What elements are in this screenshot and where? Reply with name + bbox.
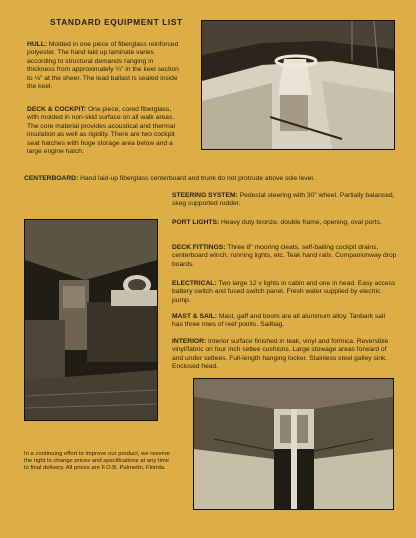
hull-section: [27, 41, 182, 91]
steering-text: Pedestal steering with 30" wheel. Partially balanced, skeg supported rudder.: [172, 192, 395, 208]
deck-fittings-heading: DECK FITTINGS:: [172, 244, 226, 251]
port-lights-section: [172, 219, 397, 227]
mast-sail-text: Mast, gaff and boom are all aluminum alloy. Tanbark sail has three rows of reef points. Sailbag.: [172, 313, 385, 329]
deck-cockpit-section: [27, 106, 182, 156]
centerboard-heading: CENTERBOARD:: [24, 175, 79, 182]
hull-heading: HULL:: [27, 41, 48, 48]
deck-fittings-text: Three 8" mooring cleats, self-bailing cockpit drains, centerboard winch, running lights, etc. Teak hand rails. Companionway drop boards.: [172, 244, 397, 268]
steering-heading: STEERING SYSTEM:: [172, 192, 238, 199]
forward-cabin-photo: [193, 378, 394, 510]
deck-cockpit-text: One piece, cored fiberglass, with molded in non-skid surface on all walk areas. The core material provides acoustical and thermal insulation as well as rigidity. There are two cockpit seat hatches with huge storage area below and a large engine hatch.: [27, 106, 175, 156]
page-title: STANDARD EQUIPMENT LIST: [50, 17, 183, 27]
electrical-text: Two large 12 v lights in cabin and one in head. Easy access battery switch and fused switch panel. Fresh water supplied by electric pump.: [172, 280, 396, 304]
cabin-interior-photo-image: [25, 220, 157, 420]
interior-text: Interior surface finished in teak, vinyl and formica. Reversible vinyl/fabric on four inch settee cushions. Large stowage areas forward of and under settees. Full-length hanging locker. Stainless steel galley sink. Enclosed head.: [172, 338, 389, 371]
interior-heading: INTERIOR:: [172, 338, 207, 345]
electrical-section: [172, 280, 397, 305]
port-lights-heading: PORT LIGHTS:: [172, 219, 220, 226]
centerboard-section: [24, 175, 394, 183]
port-lights-text: Heavy duty bronze, double frame, opening, oval ports.: [221, 219, 382, 226]
interior-section: [172, 338, 397, 372]
forward-cabin-photo-image: [194, 379, 393, 509]
steering-section: [172, 192, 397, 209]
mast-sail-heading: MAST & SAIL:: [172, 313, 217, 320]
hull-text: Molded in one piece of fiberglass reinforced polyester. The hand laid up laminate varies according to structural demands ranging in thickness from approximately ¼" in the keel section to ⅛" at the sheer. The lead ballast is sealed inside the keel.: [27, 41, 179, 91]
electrical-heading: ELECTRICAL:: [172, 280, 217, 287]
deck-cockpit-heading: DECK & COCKPIT:: [27, 106, 87, 113]
cockpit-photo-image: [202, 21, 394, 149]
centerboard-text: Hand laid-up fiberglass centerboard and trunk do not protrude above sole level.: [80, 175, 315, 182]
deck-fittings-section: [172, 244, 397, 269]
cockpit-photo: [201, 20, 395, 150]
pricing-footnote: In a continuing effort to improve our product, we reserve the right to change prices and specifications at any time to final delivery. All prices are F.O.B. Palmetto, Florida.: [24, 451, 170, 472]
mast-sail-section: [172, 313, 397, 330]
cabin-interior-photo: [24, 219, 158, 421]
